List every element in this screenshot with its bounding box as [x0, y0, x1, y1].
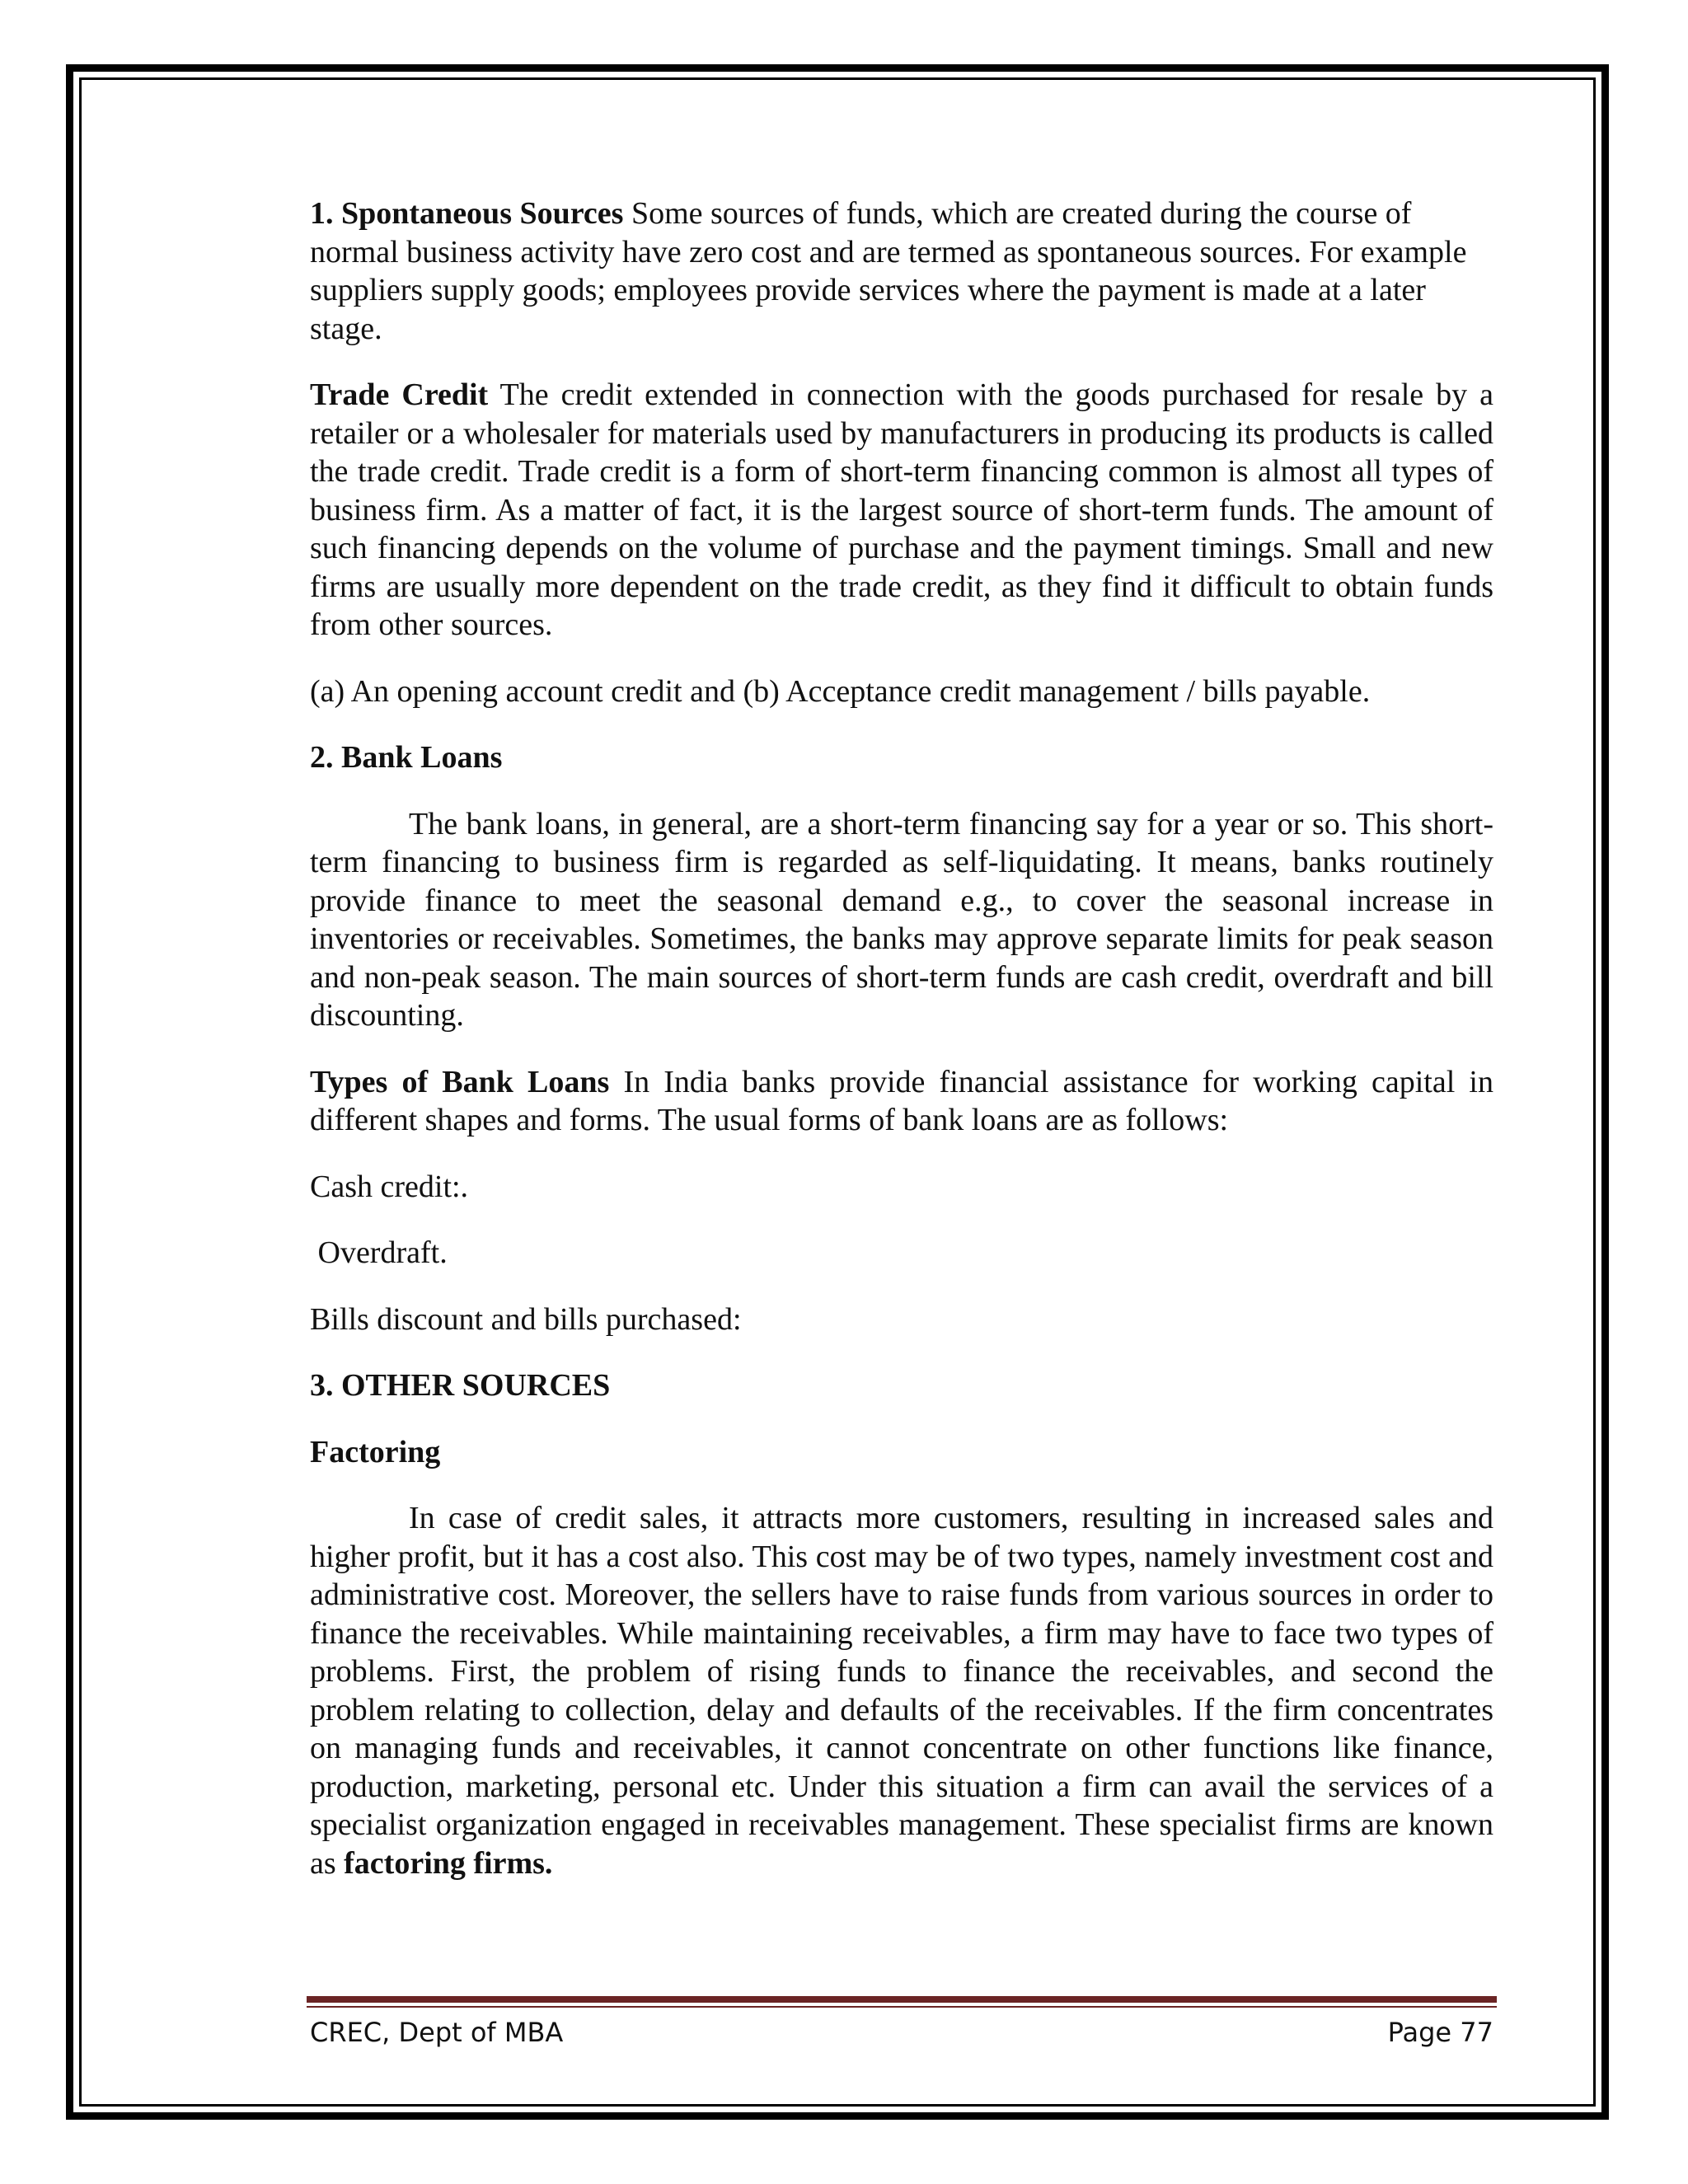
heading-spontaneous-sources: 1. Spontaneous Sources: [310, 196, 624, 231]
footer-rule-thin: [307, 2006, 1497, 2008]
paragraph-spontaneous-sources: [310, 194, 1493, 348]
paragraph-trade-credit: [310, 376, 1493, 644]
heading-trade-credit: Trade Credit: [310, 377, 489, 412]
heading-factoring: Factoring: [310, 1434, 441, 1469]
footer-department: CREC, Dept of MBA: [310, 2017, 564, 2048]
loan-form-cash-credit: Cash credit:.: [310, 1169, 469, 1204]
paragraph-factoring: [310, 1499, 1493, 1882]
footer-rule: [307, 1996, 1497, 2003]
paragraph-bank-loans: The bank loans, in general, are a short-term financing say for a year or so. This short-term financing to business firm is regarded as self-liquidating. It means, banks routinely provide finance to meet the seasonal demand e.g., to cover the seasonal increase in inventories or receivables. Sometimes, the banks may approve separate limits for peak season and non-peak season. The main sources of short-term funds are cash credit, overdraft and bill discounting.: [310, 806, 1493, 1033]
page-content: [310, 194, 1493, 1910]
text-factoring: In case of credit sales, it attracts more customers, resulting in increased sales and higher profit, but it has a cost also. This cost may be of two types, namely investment cost and administrative cost. Moreover, the sellers have to raise funds from various sources in order to finance the receivables. While maintaining receivables, a firm may have to face two types of problems. First, the problem of rising funds to finance the receivables, and second the problem relating to collection, delay and defaults of the receivables. If the firm concentrates on managing funds and receivables, it cannot concentrate on other functions like finance, production, marketing, personal etc. Under this situation a firm can avail the services of a specialist organization engaged in receivables management. These specialist firms are known as: [310, 1501, 1493, 1881]
heading-other-sources: 3. OTHER SOURCES: [310, 1368, 611, 1403]
paragraph-types-of-bank-loans: [310, 1063, 1493, 1140]
text-types-of-bank-loans: In India banks provide financial assistance for working capital in different shapes and forms. The usual forms of bank loans are as follows:: [310, 1064, 1493, 1137]
footer-page-number: Page 77: [1387, 2017, 1493, 2048]
text-factoring-firms: factoring firms.: [344, 1845, 553, 1881]
paragraph-trade-credit-types: (a) An opening account credit and (b) Acceptance credit management / bills payable.: [310, 673, 1371, 709]
loan-form-overdraft: Overdraft.: [310, 1235, 448, 1270]
heading-bank-loans: 2. Bank Loans: [310, 740, 503, 775]
loan-form-bills: Bills discount and bills purchased:: [310, 1301, 742, 1337]
text-trade-credit: The credit extended in connection with the goods purchased for resale by a retailer or a wholesaler for materials used by manufacturers in producing its products is called the trade credit. Trade credit is a form of short-term financing common is almost all types of business firm. As a matter of fact, it is the largest source of short-term funds. The amount of such financing depends on the volume of purchase and the payment timings. Small and new firms are usually more dependent on the trade credit, as they find it difficult to obtain funds from other sources.: [310, 377, 1493, 642]
page-footer: [310, 2014, 1493, 2050]
heading-types-of-bank-loans: Types of Bank Loans: [310, 1064, 610, 1099]
text-spontaneous-sources: Some sources of funds, which are created during the course of normal business activity have zero cost and are termed as spontaneous sources. For example suppliers supply goods; employees provide services where the payment is made at a later stage.: [310, 196, 1467, 346]
